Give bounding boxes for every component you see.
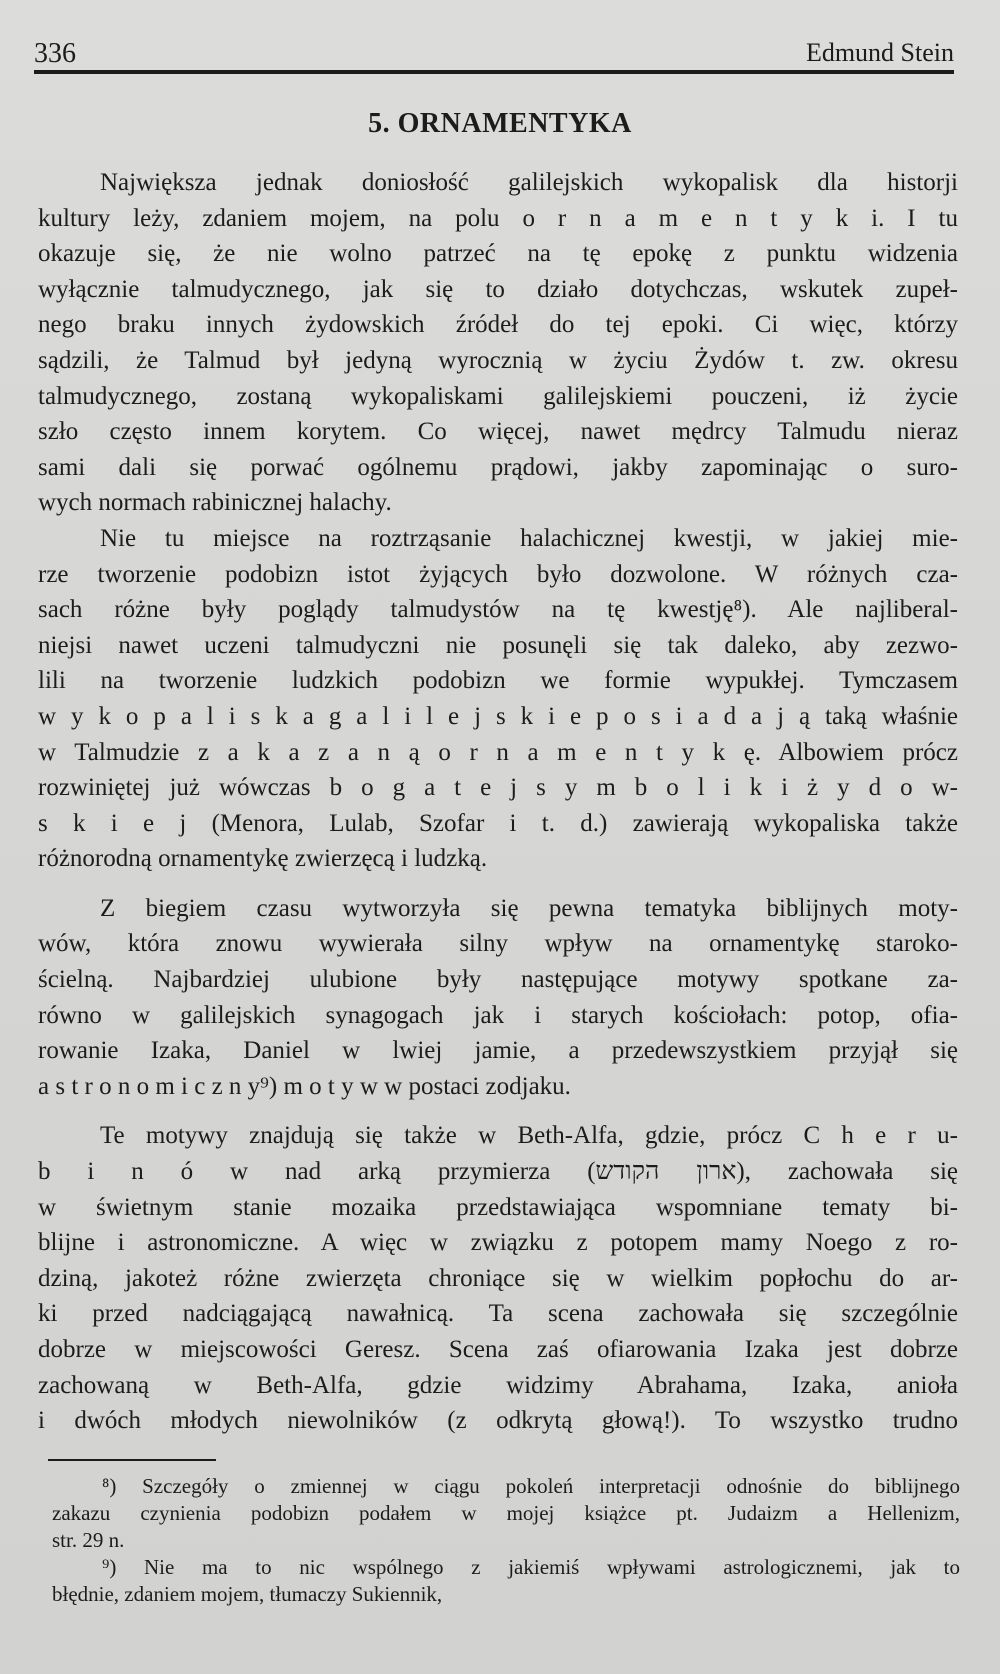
paragraph-line: równo w galilejskich synagogach jak i starych kościołach: potop, ofia-: [38, 1001, 958, 1029]
page-header: [34, 38, 954, 74]
section-title: 5. ORNAMENTYKA: [368, 108, 632, 139]
paragraph-line: dziną, jakoteż różne zwierzęta chroniące się w wielkim popłochu do ar-: [38, 1264, 958, 1292]
footnote-rule: [48, 1459, 216, 1461]
footnote-line: ⁹) Nie ma to nic wspólnego z jakiemiś wpływami astrologicznemi, jak to: [102, 1555, 960, 1579]
paragraph-line: w Talmudzie z a k a z a n ą o r n a m e n t y k ę. Albowiem prócz: [38, 738, 958, 766]
paragraph-line: a s t r o n o m i c z n y⁹) m o t y w w postaci zodjaku.: [38, 1072, 571, 1100]
paragraph-line: b i n ó w nad arką przymierza (ארון הקודש), zachowała się: [38, 1158, 958, 1186]
paragraph-line: w y k o p a l i s k a g a l i l e j s k i e p o s i a d a j ą taką właśnie: [38, 702, 958, 730]
paragraph-line: s k i e j (Menora, Lulab, Szofar i t. d.) zawierają wykopaliska także: [38, 809, 958, 837]
paragraph-line: niejsi nawet uczeni talmudyczni nie posunęli się tak daleko, aby zezwo-: [38, 631, 958, 659]
paragraph-line: dobrze w miejscowości Geresz. Scena zaś ofiarowania Izaka jest dobrze: [38, 1336, 958, 1363]
header-rule: [34, 70, 954, 74]
paragraph-line: wów, która znowu wywierała silny wpływ na ornamentykę staroko-: [38, 930, 958, 958]
paragraph-line: rze tworzenie podobizn istot żyjących było dozwolone. W różnych cza-: [38, 560, 958, 588]
footnote-line: str. 29 n.: [52, 1528, 125, 1552]
paragraph-line: rowanie Izaka, Daniel w lwiej jamie, a przedewszystkiem przyjął się: [38, 1037, 958, 1065]
paragraph-line: talmudycznego, zostaną wykopaliskami galilejskiemi pouczeni, iż życie: [38, 382, 958, 410]
paragraph-line: rozwiniętej już wówczas b o g a t e j s y m b o l i k i ż y d o w-: [38, 774, 958, 802]
paragraph-line: w świetnym stanie mozaika przedstawiająca wspomniane tematy bi-: [38, 1193, 958, 1221]
paragraph-line: sądzili, że Talmud był jedyną wyrocznią w życiu Żydów t. zw. okresu: [38, 346, 958, 374]
paragraph-line: i dwóch młodych niewolników (z odkrytą głową!). To wszystko trudno: [38, 1407, 958, 1435]
paragraph-line: wych normach rabinicznej halachy.: [38, 489, 392, 517]
paragraph-line: blijne i astronomiczne. A więc w związku z potopem mamy Noego z ro-: [38, 1229, 958, 1257]
paragraph-line: Największa jednak doniosłość galilejskich wykopalisk dla historji: [100, 169, 958, 196]
paragraph-line: ki przed nadciągającą nawałnicą. Ta scena zachowała się szczególnie: [38, 1300, 958, 1328]
paragraph-line: lili na tworzenie ludzkich podobizn we formie wypukłej. Tymczasem: [38, 667, 958, 695]
paragraph-line: wyłącznie talmudycznego, jak się to działo dotychczas, wskutek zupeł-: [38, 275, 958, 303]
paragraph-line: różnorodną ornamentykę zwierzęcą i ludzką.: [38, 845, 488, 873]
paragraph-line: sami dali się porwać ogólnemu prądowi, jakby zapominając o suro-: [38, 453, 958, 481]
footnote-line: zakazu czynienia podobizn podałem w mojej książce pt. Judaizm a Hellenizm,: [52, 1501, 960, 1525]
paragraph-line: Te motywy znajdują się także w Beth-Alfa, gdzie, prócz C h e r u-: [100, 1122, 958, 1150]
paragraph-line: kultury leży, zdaniem mojem, na polu o r n a m e n t y k i. I tu: [38, 204, 958, 232]
paragraph-line: szło często innem korytem. Co więcej, nawet mędrcy Talmudu nieraz: [38, 418, 958, 446]
paragraph-gap: [38, 877, 958, 891]
footnote-line: ⁸) Szczegóły o zmiennej w ciągu pokoleń interpretacji odnośnie do biblijnego: [102, 1474, 960, 1498]
page-number: 336: [34, 38, 76, 69]
footnotes: [52, 1473, 960, 1608]
paragraph-line: okazuje się, że nie wolno patrzeć na tę epokę z punktu widzenia: [38, 240, 958, 268]
running-title: Edmund Stein: [805, 38, 954, 67]
paragraph-line: Z biegiem czasu wytworzyła się pewna tematyka biblijnych moty-: [100, 894, 958, 922]
paragraph-line: Nie tu miejsce na roztrząsanie halachicznej kwestji, w jakiej mie-: [100, 524, 958, 552]
paragraph-line: zachowaną w Beth-Alfa, gdzie widzimy Abrahama, Izaka, anioła: [38, 1371, 958, 1399]
body-text: [38, 165, 958, 1439]
footnote-line: błędnie, zdaniem mojem, tłumaczy Sukiennik,: [52, 1582, 443, 1606]
paragraph-line: nego braku innych żydowskich źródeł do tej epoki. Ci więc, którzy: [38, 311, 958, 339]
paragraph-line: sach różne były poglądy talmudystów na tę kwestję⁸). Ale najliberal-: [38, 596, 958, 624]
paragraph-line: ścielną. Najbardziej ulubione były następujące motywy spotkane za-: [38, 966, 958, 994]
paragraph-gap: [38, 1104, 958, 1118]
